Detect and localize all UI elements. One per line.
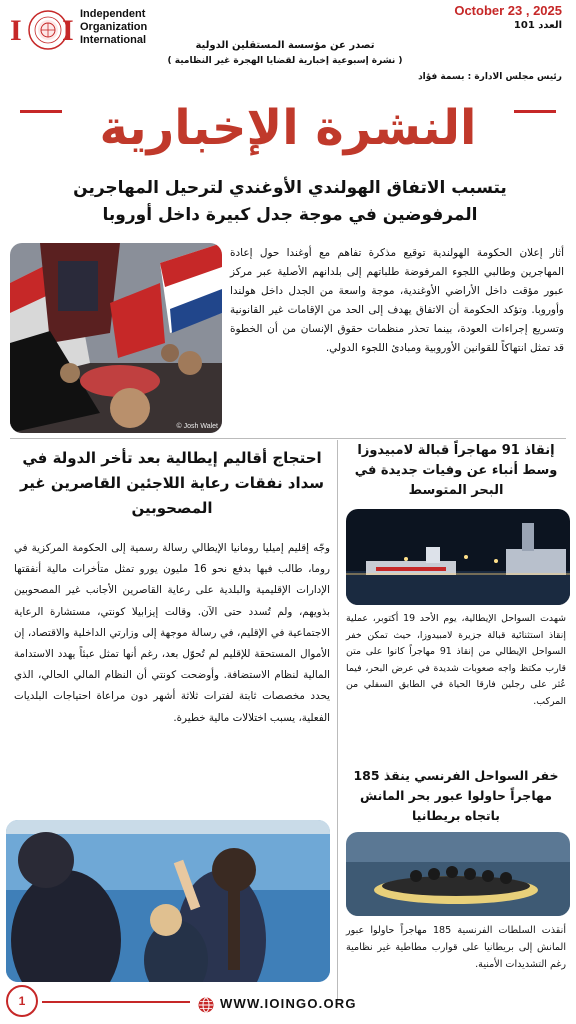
org-name-line2: Organization xyxy=(80,21,148,33)
chairman-line: رئيس مجلس الادارة : بسمة فؤاد xyxy=(418,72,562,82)
publisher-line: تصدر عن مؤسسة المستقلين الدولية xyxy=(195,40,375,51)
footer-rule xyxy=(42,1001,190,1003)
publication-description: ( نشرة إسبوعية إخبارية لقضايا الهجرة غير النظامية ) xyxy=(167,56,403,66)
masthead-rule-left xyxy=(20,110,62,113)
article2-body: وجّه إقليم إميليا رومانيا الإيطالي رسالة رسمية إلى الحكومة المركزية في روما، طالب فيها بدفع نحو 16 مليون يورو تمثل متأخرات مالية أنفقتها الإدارات الإقليمية والبلدية على رعاية القاصرين الأجانب غير المصحوبين بذويهم، ولم تُسدد حتى الآن. وقالت إيزابيلا كونتي، مستشارة الرعاية الاجتماعية في الإقليم، في رسالة موجهة إلى وزارتي الداخلية والاقتصاد، إن الأموال المستحقة للإقليم لم تُحوّل بعد، رغم أنها تمثل عبئاً يهدد الاستدامة المالية لنظام الاستضافة. وأوضحت كونتي أن النظام المالي الحالي، الذي يحدد مخصصات ثابتة لفترات ثلاثة أشهر دون مراعاة احتياجات البلديات الفعلية، يسبب اختلالات مالية خطيرة. xyxy=(14,542,330,724)
article1-body: أثار إعلان الحكومة الهولندية توقيع مذكرة تفاهم مع أوغندا حول إعادة المهاجرين وطالبي اللجوء المرفوضة طلباتهم إلى بلدانهم الأصلية عبر مركز عبور مؤقت داخل الأراضي الأوغندية، موجة واسعة من الجدل داخل هولندا وأوروبا. وتؤكد الحكومة أن الاتفاق يهدف إلى الحد من الإقامات غير القانونية وتسريع إجراءات العودة، بينما تحذر منظمات حقوق الإنسان من أن الخطوة قد تمثل انتهاكاً للقوانين الأوروبية ومبادئ اللجوء الدولي. xyxy=(230,247,564,354)
org-name-line1: Independent xyxy=(80,8,146,20)
issue-number: العدد 101 xyxy=(513,20,562,31)
section-divider xyxy=(10,438,566,439)
children-at-window-photo xyxy=(6,820,330,982)
image-credit: © Josh Walet xyxy=(176,423,218,430)
protest-photo xyxy=(10,243,222,433)
masthead-rule-right xyxy=(514,110,556,113)
article3-headline: إنقاذ 91 مهاجراً قبالة لامبيدوزا وسط أنباء عن وفيات جديدة في البحر المتوسط xyxy=(354,443,558,498)
lampedusa-harbor-photo xyxy=(346,509,570,605)
issue-date: October 23 , 2025 xyxy=(454,3,562,18)
column-divider xyxy=(337,440,338,1000)
article4-body: أنقذت السلطات الفرنسية 185 مهاجراً حاولوا عبور المانش إلى بريطانيا على قوارب مطاطية غير نظامية رغم التشديدات الأمنية. xyxy=(346,925,566,970)
organization-logo xyxy=(8,8,74,52)
svg-text:I: I xyxy=(62,14,74,47)
website-link[interactable]: WWW.IOINGO.ORG xyxy=(220,996,357,1011)
globe-icon xyxy=(198,997,214,1013)
article3-body: شهدت السواحل الإيطالية، يوم الأحد 19 أكتوبر، عملية إنقاذ استثنائية قبالة جزيرة لامبيدوزا، حيث تمكن خفر السواحل الإيطالي من إنقاذ 91 مهاجراً كانوا على متن قارب مكتظ واجه صعوبات شديدة في عرض البحر، فيما عُثر على رجلين فارقا الحياة في الطابق السفلي من المركب. xyxy=(346,613,567,707)
org-name-line3: International xyxy=(80,34,147,46)
masthead-title: النشرة الإخبارية xyxy=(99,100,477,156)
article2-headline: احتجاج أقاليم إيطالية بعد تأخر الدولة في سداد نفقات رعاية اللاجئين القاصرين غير المصحوبين xyxy=(19,449,325,517)
page-number: 1 xyxy=(6,985,38,1017)
article1-headline: يتسبب الاتفاق الهولندي الأوغندي لترحيل المهاجرين المرفوضين في موجة جدل كبيرة داخل أوروبا xyxy=(73,178,507,225)
channel-boat-photo xyxy=(346,832,570,916)
article4-headline: خفر السواحل الفرنسي ينقذ 185 مهاجراً حاولوا عبور بحر المانش باتجاه بريطانيا xyxy=(353,768,559,823)
svg-text:I: I xyxy=(10,14,22,47)
